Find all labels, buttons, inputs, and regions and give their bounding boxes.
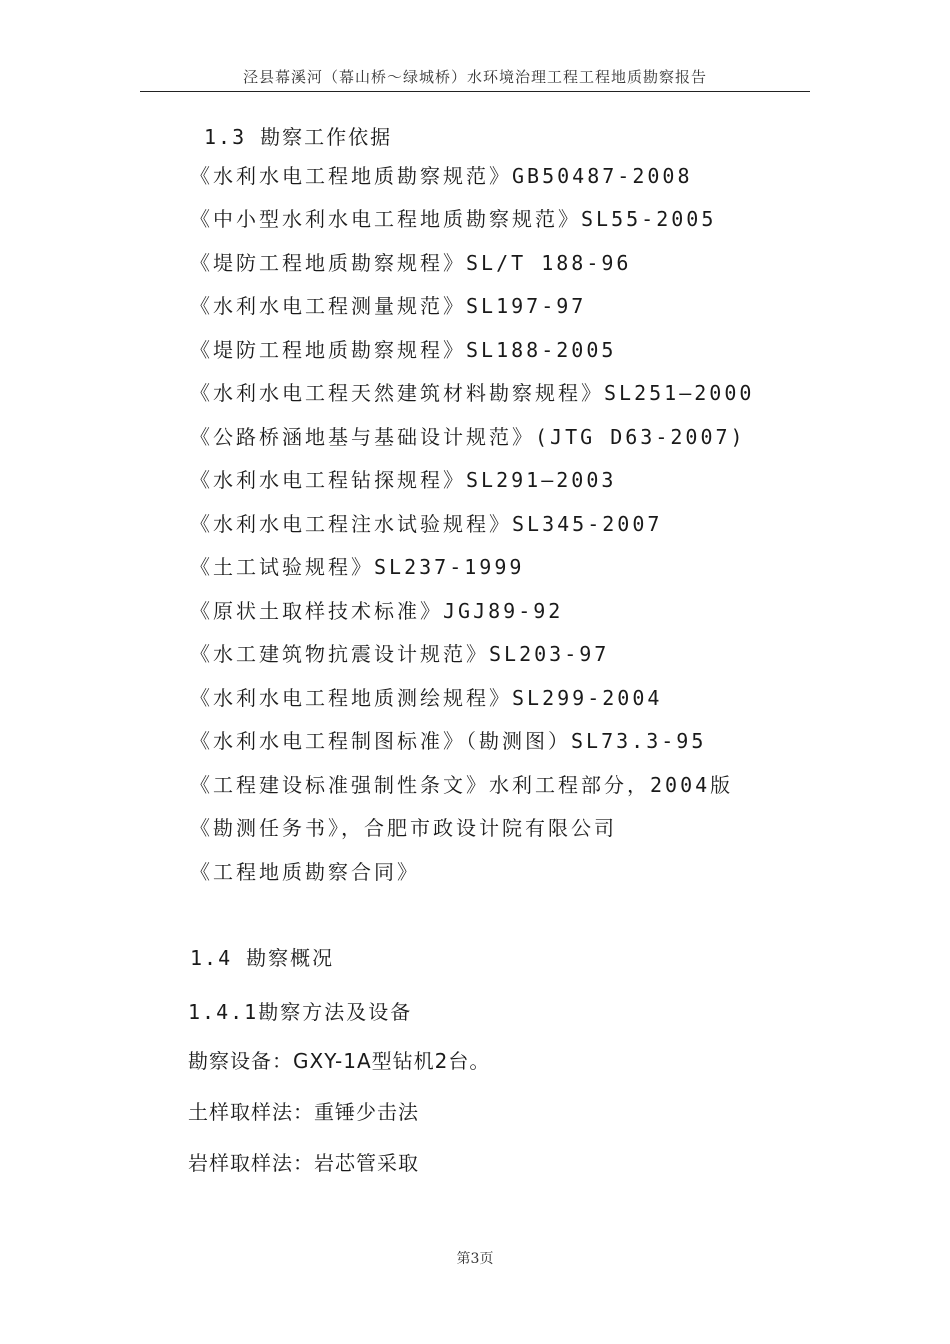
reference-item: 《土工试验规程》SL237-1999: [190, 555, 525, 579]
reference-item: 《工程地质勘察合同》: [190, 860, 420, 884]
section-heading-1-3: 1.3 勘察工作依据: [204, 125, 393, 149]
reference-item: 《水利水电工程天然建筑材料勘察规程》SL251—2000: [190, 381, 755, 405]
reference-item: 《堤防工程地质勘察规程》SL188-2005: [190, 338, 617, 362]
equipment-line: 勘察设备：GXY-1A型钻机2台。: [188, 1049, 491, 1073]
reference-item: 《原状土取样技术标准》JGJ89-92: [190, 599, 564, 623]
subsection-heading-1-4-1: 1.4.1勘察方法及设备: [188, 1000, 413, 1024]
reference-item: 《水工建筑物抗震设计规范》SL203-97: [190, 642, 610, 666]
reference-item: 《水利水电工程测量规范》SL197-97: [190, 294, 587, 318]
header-divider: [140, 91, 810, 92]
section-heading-1-4: 1.4 勘察概况: [190, 946, 335, 970]
reference-item: 《工程建设标准强制性条文》水利工程部分，2004版: [190, 773, 734, 797]
reference-item: 《水利水电工程地质勘察规范》GB50487-2008: [190, 164, 693, 188]
reference-item: 《勘测任务书》，合肥市政设计院有限公司: [190, 816, 617, 840]
reference-item: 《水利水电工程制图标准》（勘测图）SL73.3-95: [190, 729, 707, 753]
reference-item: 《公路桥涵地基与基础设计规范》(JTG D63-2007): [190, 425, 746, 449]
reference-item: 《水利水电工程注水试验规程》SL345-2007: [190, 512, 663, 536]
reference-item: 《堤防工程地质勘察规程》SL/T 188-96: [190, 251, 632, 275]
page-header: 泾县幕溪河（幕山桥～绿城桥）水环境治理工程工程地质勘察报告: [242, 68, 707, 86]
soil-sampling-line: 土样取样法：重锤少击法: [188, 1100, 419, 1124]
reference-item: 《中小型水利水电工程地质勘察规范》SL55-2005: [190, 207, 717, 231]
rock-sampling-line: 岩样取样法：岩芯管采取: [188, 1151, 419, 1175]
page-number: 第3页: [456, 1251, 494, 1267]
reference-item: 《水利水电工程地质测绘规程》SL299-2004: [190, 686, 663, 710]
reference-item: 《水利水电工程钻探规程》SL291—2003: [190, 468, 617, 492]
